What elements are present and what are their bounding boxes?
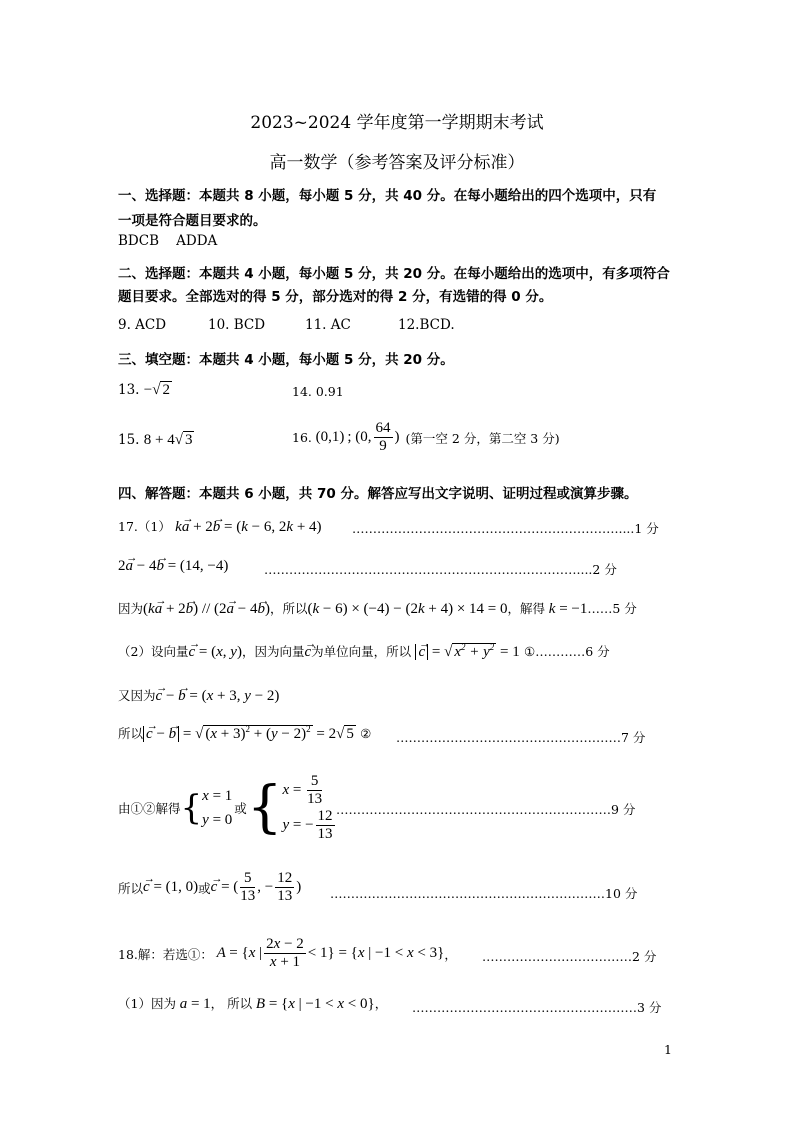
q18-set-a: 18.解：若选①： A = {x | $\frac{2x - 2}{x + 1}$ < 1} = { x | −1 < x < 3} ， bbox=[118, 936, 457, 971]
q18-score2: ………………………………………………3 分 bbox=[412, 1000, 662, 1015]
answer-q11: 11. AC bbox=[305, 317, 351, 333]
section1-heading-line2: 一项是符合题目要求的。 bbox=[118, 213, 267, 229]
section2-heading-line2: 题目要求。全部选对的得 5 分，部分选对的得 2 分，有选错的得 0 分。 bbox=[118, 289, 553, 305]
section4-heading: 四、解答题：本题共 6 小题，共 70 分。解答应写出文字说明、证明过程或演算步骤。 bbox=[118, 486, 638, 502]
exam-title: 2023~2024 学年度第一学期期末考试 bbox=[250, 113, 544, 133]
page-number: 1 bbox=[664, 1042, 672, 1057]
q17-score7: …………………………………………………………10 分 bbox=[330, 886, 638, 901]
answer-q14: 14. 0.91 bbox=[292, 384, 344, 399]
q17-magnitude: 所以→ c − → b = √ $(x + 3)^2 + (y - 2)^2 = 2√$ 5 ② bbox=[118, 724, 371, 743]
answer-q9: 9. ACD bbox=[118, 317, 167, 333]
q17-score1: ……………………………………………………….....1 分 bbox=[352, 521, 659, 536]
q17-score5: ………………………………………………7 分 bbox=[396, 730, 646, 745]
q17-also: 又因为→ c − → b = (x + 3, y − 2) bbox=[118, 686, 279, 705]
q17-conclusion: 所以 → c = (1, 0) 或 → c = ( $\frac{5}{13}$ , − $\frac{12}{13}$ ) bbox=[118, 870, 301, 906]
section3-heading: 三、填空题：本题共 4 小题，每小题 5 分，共 20 分。 bbox=[118, 352, 454, 368]
answer-q16: 16. (0,1) ; (0, $\frac{64}{9}$ ) (第一空 2 分，第二空 3 分) bbox=[292, 420, 560, 455]
q18-part1: （1）因为 a = 1， 所以 B = {x | −1 < x < 0}， bbox=[118, 996, 388, 1012]
q17-step2: 2→ a − 4→ b = (14, −4) bbox=[118, 558, 228, 575]
answer-q10: 10. BCD bbox=[208, 317, 266, 333]
answer-q15: 15. 8 + 4√ 3 bbox=[118, 432, 193, 448]
q17-step1: 17.（1） k→ a + 2→ b = (k − 6, 2k + 4) bbox=[118, 517, 322, 536]
q17-system: 由①②解得 { x = 1 y = 0 或 { x = $\frac{5}{13}$ y = − $\frac{12}{13}$ bbox=[118, 772, 333, 843]
section1-answers: BDCB ADDA bbox=[118, 233, 218, 249]
q18-score1: ………………………………2 分 bbox=[482, 949, 657, 964]
q17-score2: …………………………………………………………………....2 分 bbox=[264, 562, 617, 577]
q17-part2: （2）设向量→ c = (x, y)，因为向量→ c为单位向量，所以 → c = √ $x^2 + y^2 = 1$ ①…………6 分 bbox=[118, 642, 610, 661]
section2-heading-line1: 二、选择题：本题共 4 小题，每小题 5 分，共 20 分。在每小题给出的选项中，有多项符合 bbox=[118, 266, 670, 282]
exam-subtitle: 高一数学（参考答案及评分标准） bbox=[269, 153, 525, 173]
answer-q13: 13. −√ 2 bbox=[118, 382, 170, 398]
q17-score6: …………………………………………………………9 分 bbox=[336, 802, 636, 817]
section1-heading-line1: 一、选择题：本题共 8 小题，每小题 5 分，共 40 分。在每小题给出的四个选项中，只有 bbox=[118, 188, 657, 204]
q17-step3: 因为(k→ a + 2→ b) // (2→ a − 4→ b)，所以(k − 6) × (−4) − (2k + 4) × 14 = 0，解得 k = −1……5 分 bbox=[118, 599, 637, 618]
answer-q12: 12.BCD. bbox=[398, 317, 455, 333]
